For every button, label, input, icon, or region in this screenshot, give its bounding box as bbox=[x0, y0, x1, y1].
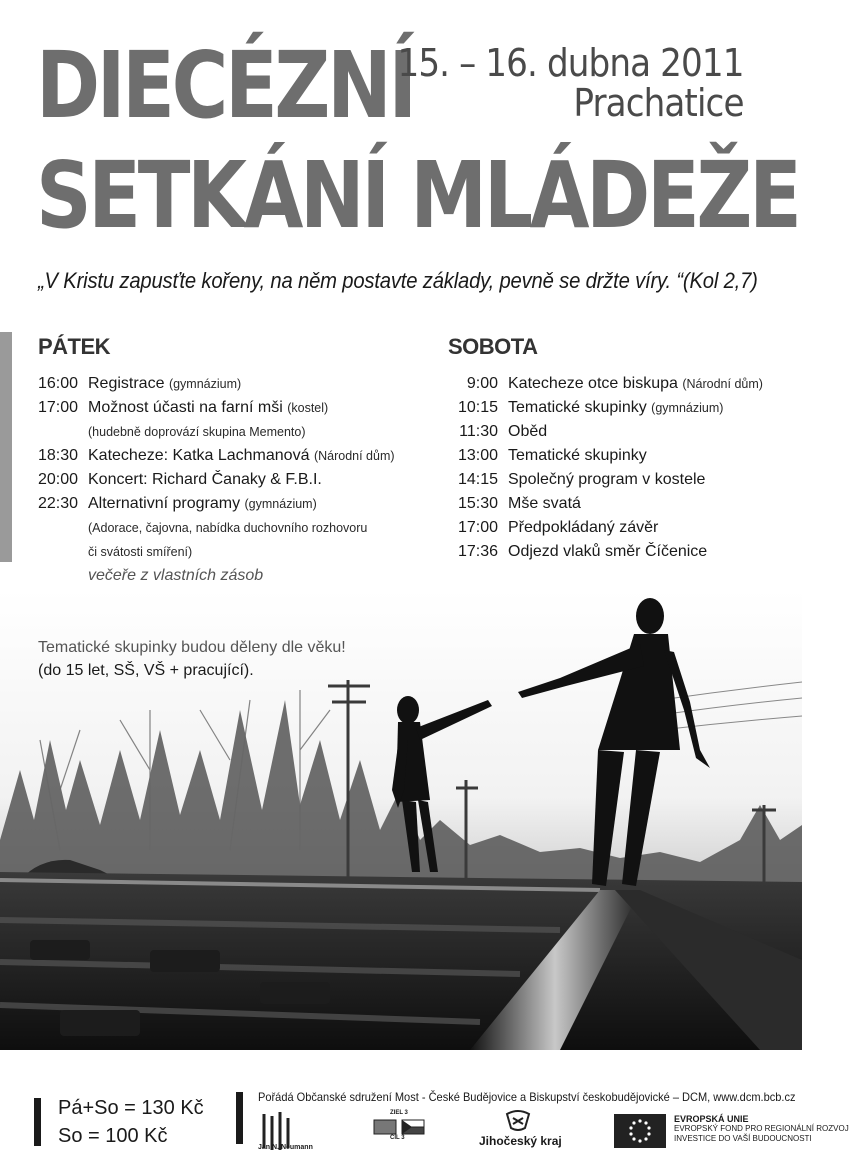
price-divider bbox=[34, 1098, 41, 1146]
schedule-row bbox=[448, 516, 768, 540]
saturday-heading: SOBOTA bbox=[448, 334, 538, 359]
schedule-row bbox=[38, 492, 433, 516]
eu-line-2: INVESTICE DO VAŠÍ BUDOUCNOSTI bbox=[674, 1134, 812, 1143]
schedule-text: Mše svatá bbox=[508, 495, 581, 512]
title-line-1: DIECÉZNÍ bbox=[36, 32, 414, 139]
schedule-time: 16:00 bbox=[38, 375, 79, 392]
eu-title: EVROPSKÁ UNIE bbox=[674, 1114, 749, 1124]
schedule-row bbox=[448, 468, 768, 492]
schedule-text: Společný program v kostele bbox=[508, 471, 706, 488]
note-line-1: Tematické skupinky budou děleny dle věku! bbox=[38, 639, 346, 656]
neumann-logo-text: Jan N. Neumann bbox=[258, 1144, 313, 1151]
schedule-text: Registrace bbox=[88, 375, 165, 392]
schedule-text: Katecheze: Katka Lachmanová bbox=[88, 447, 310, 464]
title-line-2: SETKÁNÍ MLÁDEŽE bbox=[36, 142, 799, 249]
schedule-subnote: (Adorace, čajovna, nabídka duchovního rozhovoru bbox=[88, 521, 368, 535]
schedule-note: (gymnázium) bbox=[651, 401, 724, 415]
jihocesky-text: Jihočeský kraj bbox=[479, 1134, 562, 1148]
schedule-note: (gymnázium) bbox=[168, 377, 242, 391]
schedule-time: 10:15 bbox=[457, 399, 498, 416]
schedule-time: 17:00 bbox=[38, 399, 79, 416]
schedule-time: 14:15 bbox=[457, 471, 498, 488]
schedule-text: Katecheze otce biskupa bbox=[508, 375, 678, 392]
friday-heading: PÁTEK bbox=[38, 334, 111, 359]
schedule-row bbox=[448, 372, 768, 396]
schedule-text: Možnost účasti na farní mši bbox=[88, 399, 283, 416]
schedule-text: Odjezd vlaků směr Číčenice bbox=[508, 543, 708, 560]
schedule-row bbox=[448, 396, 768, 420]
schedule-note: (kostel) bbox=[287, 401, 329, 415]
friday-schedule bbox=[38, 372, 433, 588]
schedule-row bbox=[38, 468, 433, 492]
schedule-time: 22:30 bbox=[38, 495, 79, 512]
schedule-subnote: (hudebně doprovází skupina Memento) bbox=[88, 425, 306, 439]
schedule-row bbox=[38, 372, 433, 396]
schedule-row bbox=[448, 492, 768, 516]
dinner-note: večeře z vlastních zásob bbox=[88, 567, 264, 584]
schedule-time: 17:36 bbox=[457, 543, 498, 560]
schedule-subnote: či svátosti smíření) bbox=[88, 545, 193, 559]
event-place: Prachatice bbox=[573, 80, 744, 125]
schedule-text: Koncert: Richard Čanaky & F.B.I. bbox=[88, 471, 322, 488]
schedule-row bbox=[38, 396, 433, 420]
accent-bar bbox=[0, 332, 12, 562]
ziel-top-text: ZIEL 3 bbox=[390, 1110, 408, 1116]
schedule-text: Oběd bbox=[508, 423, 548, 440]
schedule-note: (Národní dům) bbox=[682, 377, 763, 391]
schedule-text: Tematické skupinky bbox=[508, 447, 647, 464]
price-both-days: Pá+So = 130 Kč bbox=[58, 1097, 204, 1119]
schedule-time: 13:00 bbox=[457, 447, 498, 464]
schedule-text: Alternativní programy bbox=[88, 495, 241, 512]
schedule-row bbox=[448, 444, 768, 468]
price-list bbox=[58, 1094, 204, 1150]
schedule-time: 18:30 bbox=[38, 447, 79, 464]
schedule-time: 20:00 bbox=[38, 471, 79, 488]
note-line-2: (do 15 let, SŠ, VŠ + pracující). bbox=[38, 662, 254, 679]
neumann-logo bbox=[258, 1110, 313, 1156]
schedule-note: (Národní dům) bbox=[313, 449, 395, 463]
event-date-place bbox=[397, 41, 744, 125]
schedule-row bbox=[38, 444, 433, 468]
schedule-text: Předpokládaný závěr bbox=[508, 519, 659, 536]
eu-text bbox=[674, 1114, 849, 1144]
schedule-note: (gymnázium) bbox=[244, 497, 317, 511]
schedule-time: 15:30 bbox=[457, 495, 498, 512]
price-saturday: So = 100 Kč bbox=[58, 1125, 168, 1147]
schedule-time: 11:30 bbox=[459, 423, 498, 440]
bible-quote: „V Kristu zapusťte kořeny, na něm postavte základy, pevně se držte víry. “(Kol 2,7) bbox=[38, 268, 758, 293]
schedule-time: 17:00 bbox=[457, 519, 498, 536]
ziel-bottom-text: CÍL 3 bbox=[390, 1135, 405, 1141]
organizer-text: Pořádá Občanské sdružení Most - České Budějovice a Biskupství českobudějovické – DCM, www.dcm.bcb.cz bbox=[258, 1090, 796, 1104]
ziel-logo bbox=[372, 1110, 428, 1142]
schedule-text: Tematické skupinky bbox=[508, 399, 647, 416]
eu-logo bbox=[614, 1114, 849, 1148]
saturday-schedule bbox=[448, 372, 768, 564]
eu-line-1: EVROPSKÝ FOND PRO REGIONÁLNÍ ROZVOJ bbox=[674, 1124, 849, 1133]
event-date: 15. – 16. dubna 2011 bbox=[397, 41, 744, 85]
organizer-divider bbox=[236, 1092, 243, 1144]
jihocesky-logo bbox=[475, 1110, 565, 1150]
schedule-row bbox=[448, 420, 768, 444]
schedule-row bbox=[448, 540, 768, 564]
jihocesky-emblem-icon bbox=[503, 1110, 533, 1132]
schedule-time: 9:00 bbox=[466, 375, 498, 392]
age-groups-note bbox=[38, 636, 346, 682]
eu-flag-icon bbox=[614, 1114, 666, 1148]
